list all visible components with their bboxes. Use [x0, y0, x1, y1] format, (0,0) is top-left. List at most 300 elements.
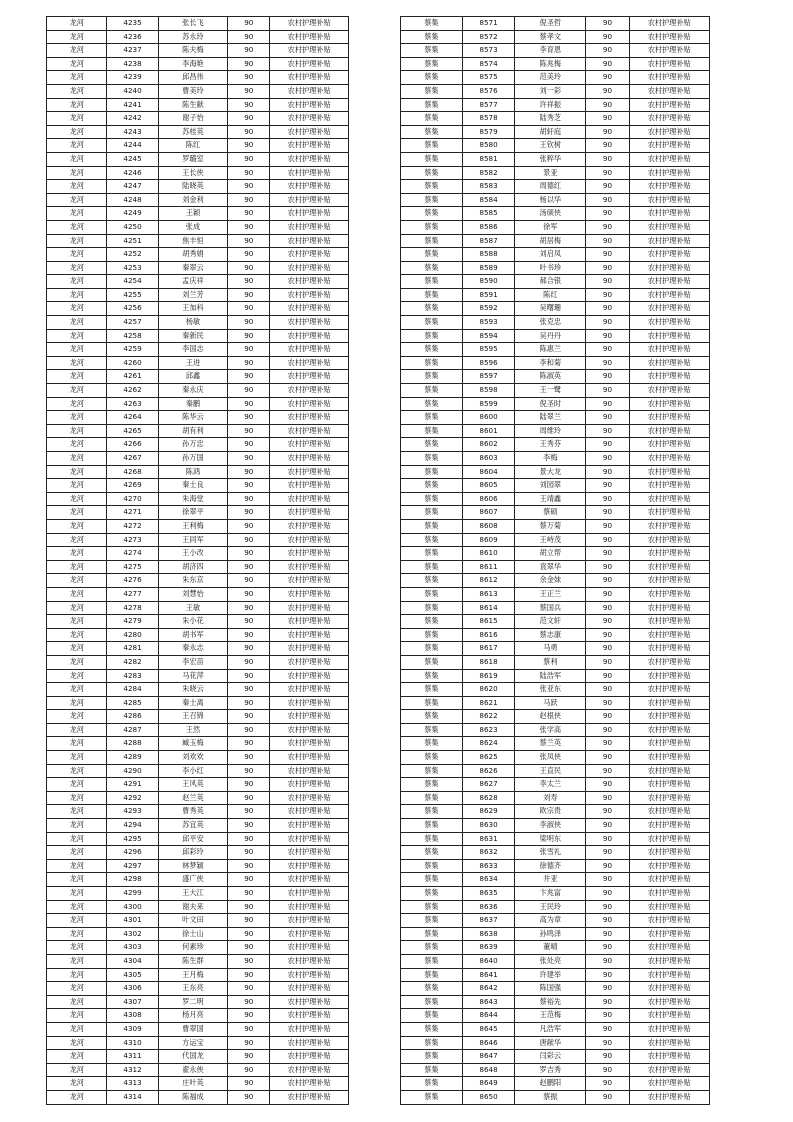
subsidy-type-cell: 农村护理补贴 — [629, 914, 709, 928]
name-cell: 王东亮 — [158, 982, 227, 996]
table-row — [401, 778, 710, 792]
table-row — [401, 1022, 710, 1036]
amount-cell: 90 — [586, 805, 629, 819]
subsidy-type-cell: 农村护理补贴 — [629, 261, 709, 275]
record-number-cell: 4313 — [107, 1077, 158, 1091]
name-cell: 陆秀芝 — [515, 112, 586, 126]
town-cell: 蔡集 — [401, 587, 463, 601]
table-row — [47, 220, 349, 234]
record-number-cell: 8602 — [462, 438, 515, 452]
name-cell: 叶书珍 — [515, 261, 586, 275]
record-number-cell: 4288 — [107, 737, 158, 751]
amount-cell: 90 — [586, 764, 629, 778]
table-row — [401, 248, 710, 262]
table-row — [47, 193, 349, 207]
record-number-cell: 4277 — [107, 587, 158, 601]
subsidy-type-cell: 农村护理补贴 — [270, 30, 349, 44]
subsidy-type-cell: 农村护理补贴 — [270, 615, 349, 629]
name-cell: 朱东京 — [158, 574, 227, 588]
table-row — [47, 288, 349, 302]
town-cell: 蔡集 — [401, 112, 463, 126]
table-row — [47, 887, 349, 901]
town-cell: 蔡集 — [401, 533, 463, 547]
record-number-cell: 4310 — [107, 1036, 158, 1050]
name-cell: 胡立帮 — [515, 547, 586, 561]
table-row — [401, 791, 710, 805]
subsidy-type-cell: 农村护理补贴 — [629, 1090, 709, 1104]
record-number-cell: 8587 — [462, 234, 515, 248]
amount-cell: 90 — [228, 887, 270, 901]
amount-cell: 90 — [586, 723, 629, 737]
amount-cell: 90 — [586, 248, 629, 262]
table-row — [401, 519, 710, 533]
amount-cell: 90 — [586, 71, 629, 85]
name-cell: 赵根侠 — [515, 710, 586, 724]
table-row — [47, 560, 349, 574]
name-cell: 朱晓云 — [158, 683, 227, 697]
name-cell: 刘园翠 — [515, 479, 586, 493]
subsidy-type-cell: 农村护理补贴 — [629, 30, 709, 44]
name-cell: 陈淑英 — [515, 370, 586, 384]
subsidy-type-cell: 农村护理补贴 — [629, 506, 709, 520]
town-cell: 蔡集 — [401, 288, 463, 302]
name-cell: 谢子怡 — [158, 112, 227, 126]
town-cell: 蔡集 — [401, 302, 463, 316]
table-row — [401, 356, 710, 370]
subsidy-type-cell: 农村护理补贴 — [629, 859, 709, 873]
record-number-cell: 8590 — [462, 275, 515, 289]
town-cell: 龙河 — [47, 1009, 107, 1023]
town-cell: 龙河 — [47, 343, 107, 357]
subsidy-type-cell: 农村护理补贴 — [629, 220, 709, 234]
amount-cell: 90 — [228, 207, 270, 221]
town-cell: 龙河 — [47, 655, 107, 669]
record-number-cell: 4280 — [107, 628, 158, 642]
subsidy-type-cell: 农村护理补贴 — [270, 1090, 349, 1104]
record-number-cell: 4305 — [107, 968, 158, 982]
name-cell: 卞兆富 — [515, 887, 586, 901]
town-cell: 蔡集 — [401, 710, 463, 724]
table-row — [401, 995, 710, 1009]
table-row — [401, 615, 710, 629]
name-cell: 曹秀英 — [158, 805, 227, 819]
record-number-cell: 4245 — [107, 152, 158, 166]
subsidy-type-cell: 农村护理补贴 — [270, 1050, 349, 1064]
town-cell: 蔡集 — [401, 805, 463, 819]
record-number-cell: 8630 — [462, 819, 515, 833]
amount-cell: 90 — [228, 873, 270, 887]
record-number-cell: 4292 — [107, 791, 158, 805]
record-number-cell: 4256 — [107, 302, 158, 316]
subsidy-type-cell: 农村护理补贴 — [270, 166, 349, 180]
subsidy-type-cell: 农村护理补贴 — [270, 669, 349, 683]
town-cell: 龙河 — [47, 764, 107, 778]
name-cell: 邱平安 — [158, 832, 227, 846]
name-cell: 盛广侠 — [158, 873, 227, 887]
table-row — [401, 452, 710, 466]
amount-cell: 90 — [228, 737, 270, 751]
amount-cell: 90 — [228, 180, 270, 194]
subsidy-type-cell: 农村护理补贴 — [270, 275, 349, 289]
amount-cell: 90 — [586, 669, 629, 683]
table-row — [47, 112, 349, 126]
table-row — [401, 683, 710, 697]
record-number-cell: 4262 — [107, 384, 158, 398]
town-cell: 龙河 — [47, 452, 107, 466]
name-cell: 倪圣哲 — [515, 17, 586, 31]
table-row — [47, 764, 349, 778]
town-cell: 龙河 — [47, 424, 107, 438]
amount-cell: 90 — [228, 1009, 270, 1023]
town-cell: 龙河 — [47, 166, 107, 180]
amount-cell: 90 — [228, 316, 270, 330]
name-cell: 陆浩军 — [515, 669, 586, 683]
table-row — [47, 57, 349, 71]
record-number-cell: 8627 — [462, 778, 515, 792]
record-number-cell: 8648 — [462, 1063, 515, 1077]
record-number-cell: 8622 — [462, 710, 515, 724]
subsidy-type-cell: 农村护理补贴 — [629, 574, 709, 588]
record-number-cell: 8647 — [462, 1050, 515, 1064]
amount-cell: 90 — [586, 84, 629, 98]
record-number-cell: 8572 — [462, 30, 515, 44]
subsidy-type-cell: 农村护理补贴 — [629, 683, 709, 697]
record-number-cell: 8599 — [462, 397, 515, 411]
record-number-cell: 4294 — [107, 819, 158, 833]
amount-cell: 90 — [586, 560, 629, 574]
record-number-cell: 8650 — [462, 1090, 515, 1104]
table-row — [47, 655, 349, 669]
amount-cell: 90 — [586, 479, 629, 493]
amount-cell: 90 — [228, 519, 270, 533]
name-cell: 翟永侠 — [158, 1063, 227, 1077]
name-cell: 胡济四 — [158, 560, 227, 574]
record-number-cell: 8576 — [462, 84, 515, 98]
amount-cell: 90 — [228, 152, 270, 166]
town-cell: 蔡集 — [401, 207, 463, 221]
town-cell: 龙河 — [47, 737, 107, 751]
table-row — [401, 207, 710, 221]
name-cell: 孟庆祥 — [158, 275, 227, 289]
name-cell: 张处亮 — [515, 954, 586, 968]
name-cell: 曹翠国 — [158, 1022, 227, 1036]
amount-cell: 90 — [228, 601, 270, 615]
record-number-cell: 4272 — [107, 519, 158, 533]
name-cell: 王敏 — [158, 601, 227, 615]
subsidy-type-cell: 农村护理补贴 — [629, 873, 709, 887]
subsidy-type-cell: 农村护理补贴 — [270, 57, 349, 71]
amount-cell: 90 — [228, 995, 270, 1009]
amount-cell: 90 — [586, 601, 629, 615]
subsidy-type-cell: 农村护理补贴 — [270, 982, 349, 996]
record-number-cell: 4260 — [107, 356, 158, 370]
table-row — [47, 778, 349, 792]
subsidy-type-cell: 农村护理补贴 — [629, 424, 709, 438]
name-cell: 王范梅 — [515, 1009, 586, 1023]
amount-cell: 90 — [586, 519, 629, 533]
subsidy-type-cell: 农村护理补贴 — [270, 519, 349, 533]
town-cell: 龙河 — [47, 683, 107, 697]
subsidy-type-cell: 农村护理补贴 — [270, 1036, 349, 1050]
amount-cell: 90 — [586, 452, 629, 466]
town-cell: 蔡集 — [401, 125, 463, 139]
subsidy-type-cell: 农村护理补贴 — [270, 914, 349, 928]
table-row — [47, 180, 349, 194]
record-number-cell: 4285 — [107, 696, 158, 710]
subsidy-type-cell: 农村护理补贴 — [270, 533, 349, 547]
name-cell: 陈生群 — [158, 954, 227, 968]
name-cell: 凡浩军 — [515, 1022, 586, 1036]
name-cell: 汤硕侠 — [515, 207, 586, 221]
subsidy-type-cell: 农村护理补贴 — [629, 900, 709, 914]
record-number-cell: 8577 — [462, 98, 515, 112]
amount-cell: 90 — [228, 1022, 270, 1036]
table-row — [47, 900, 349, 914]
roster-table-right-body — [401, 17, 710, 1105]
amount-cell: 90 — [228, 927, 270, 941]
town-cell: 龙河 — [47, 370, 107, 384]
town-cell: 龙河 — [47, 384, 107, 398]
subsidy-type-cell: 农村护理补贴 — [629, 193, 709, 207]
subsidy-type-cell: 农村护理补贴 — [629, 615, 709, 629]
amount-cell: 90 — [586, 288, 629, 302]
name-cell: 胡轩庭 — [515, 125, 586, 139]
town-cell: 龙河 — [47, 220, 107, 234]
name-cell: 苏桂英 — [158, 125, 227, 139]
table-row — [401, 941, 710, 955]
table-row — [401, 465, 710, 479]
name-cell: 马勇 — [515, 642, 586, 656]
amount-cell: 90 — [586, 927, 629, 941]
subsidy-type-cell: 农村护理补贴 — [629, 302, 709, 316]
name-cell: 陈福成 — [158, 1090, 227, 1104]
record-number-cell: 8626 — [462, 764, 515, 778]
record-number-cell: 4240 — [107, 84, 158, 98]
town-cell: 龙河 — [47, 696, 107, 710]
table-row — [401, 329, 710, 343]
name-cell: 杨以华 — [515, 193, 586, 207]
record-number-cell: 8584 — [462, 193, 515, 207]
amount-cell: 90 — [228, 751, 270, 765]
subsidy-type-cell: 农村护理补贴 — [270, 17, 349, 31]
name-cell: 赵鹏阳 — [515, 1077, 586, 1091]
amount-cell: 90 — [228, 900, 270, 914]
subsidy-type-cell: 农村护理补贴 — [270, 248, 349, 262]
record-number-cell: 4286 — [107, 710, 158, 724]
record-number-cell: 8639 — [462, 941, 515, 955]
name-cell: 方运宝 — [158, 1036, 227, 1050]
table-row — [401, 316, 710, 330]
town-cell: 蔡集 — [401, 560, 463, 574]
amount-cell: 90 — [228, 710, 270, 724]
record-number-cell: 4263 — [107, 397, 158, 411]
amount-cell: 90 — [586, 547, 629, 561]
amount-cell: 90 — [586, 1009, 629, 1023]
amount-cell: 90 — [586, 411, 629, 425]
record-number-cell: 8633 — [462, 859, 515, 873]
town-cell: 龙河 — [47, 982, 107, 996]
town-cell: 龙河 — [47, 791, 107, 805]
name-cell: 苏宜英 — [158, 819, 227, 833]
record-number-cell: 4266 — [107, 438, 158, 452]
town-cell: 龙河 — [47, 669, 107, 683]
table-row — [47, 683, 349, 697]
town-cell: 蔡集 — [401, 275, 463, 289]
name-cell: 陈惠兰 — [515, 343, 586, 357]
amount-cell: 90 — [228, 696, 270, 710]
table-row — [401, 832, 710, 846]
table-row — [47, 547, 349, 561]
amount-cell: 90 — [586, 44, 629, 58]
subsidy-type-cell: 农村护理补贴 — [629, 411, 709, 425]
amount-cell: 90 — [228, 17, 270, 31]
amount-cell: 90 — [228, 112, 270, 126]
amount-cell: 90 — [586, 125, 629, 139]
record-number-cell: 4275 — [107, 560, 158, 574]
name-cell: 王风英 — [158, 778, 227, 792]
town-cell: 蔡集 — [401, 669, 463, 683]
amount-cell: 90 — [228, 819, 270, 833]
town-cell: 蔡集 — [401, 655, 463, 669]
amount-cell: 90 — [586, 628, 629, 642]
table-row — [47, 1022, 349, 1036]
town-cell: 龙河 — [47, 778, 107, 792]
amount-cell: 90 — [586, 193, 629, 207]
subsidy-type-cell: 农村护理补贴 — [629, 710, 709, 724]
record-number-cell: 4253 — [107, 261, 158, 275]
subsidy-type-cell: 农村护理补贴 — [270, 859, 349, 873]
subsidy-type-cell: 农村护理补贴 — [629, 438, 709, 452]
subsidy-type-cell: 农村护理补贴 — [270, 465, 349, 479]
amount-cell: 90 — [586, 370, 629, 384]
name-cell: 王然 — [158, 723, 227, 737]
town-cell: 蔡集 — [401, 506, 463, 520]
name-cell: 陆翠兰 — [515, 411, 586, 425]
name-cell: 叶文田 — [158, 914, 227, 928]
subsidy-type-cell: 农村护理补贴 — [629, 846, 709, 860]
name-cell: 朱小花 — [158, 615, 227, 629]
name-cell: 杨敏 — [158, 316, 227, 330]
amount-cell: 90 — [586, 356, 629, 370]
record-number-cell: 8586 — [462, 220, 515, 234]
record-number-cell: 8595 — [462, 343, 515, 357]
table-row — [47, 846, 349, 860]
record-number-cell: 4293 — [107, 805, 158, 819]
town-cell: 蔡集 — [401, 574, 463, 588]
record-number-cell: 4291 — [107, 778, 158, 792]
name-cell: 谢夫来 — [158, 900, 227, 914]
table-row — [47, 452, 349, 466]
town-cell: 蔡集 — [401, 846, 463, 860]
table-row — [47, 316, 349, 330]
record-number-cell: 8598 — [462, 384, 515, 398]
town-cell: 蔡集 — [401, 873, 463, 887]
name-cell: 秦翠云 — [158, 261, 227, 275]
subsidy-type-cell: 农村护理补贴 — [629, 601, 709, 615]
roster-table-left — [46, 16, 349, 1105]
name-cell: 焦丰恒 — [158, 234, 227, 248]
town-cell: 龙河 — [47, 275, 107, 289]
roster-table-right — [400, 16, 710, 1105]
table-row — [47, 343, 349, 357]
table-row — [47, 696, 349, 710]
amount-cell: 90 — [586, 302, 629, 316]
name-cell: 郝合银 — [515, 275, 586, 289]
name-cell: 王长侠 — [158, 166, 227, 180]
amount-cell: 90 — [586, 261, 629, 275]
name-cell: 王钦树 — [515, 139, 586, 153]
town-cell: 龙河 — [47, 30, 107, 44]
town-cell: 蔡集 — [401, 329, 463, 343]
record-number-cell: 4284 — [107, 683, 158, 697]
subsidy-type-cell: 农村护理补贴 — [629, 71, 709, 85]
name-cell: 林梦颖 — [158, 859, 227, 873]
table-row — [401, 574, 710, 588]
table-row — [47, 615, 349, 629]
subsidy-type-cell: 农村护理补贴 — [270, 438, 349, 452]
record-number-cell: 4241 — [107, 98, 158, 112]
table-row — [401, 139, 710, 153]
record-number-cell: 8578 — [462, 112, 515, 126]
table-row — [47, 533, 349, 547]
subsidy-type-cell: 农村护理补贴 — [270, 927, 349, 941]
record-number-cell: 4236 — [107, 30, 158, 44]
table-row — [47, 723, 349, 737]
town-cell: 蔡集 — [401, 44, 463, 58]
record-number-cell: 4309 — [107, 1022, 158, 1036]
name-cell: 王利梅 — [158, 519, 227, 533]
record-number-cell: 8618 — [462, 655, 515, 669]
record-number-cell: 4302 — [107, 927, 158, 941]
name-cell: 陈国强 — [515, 982, 586, 996]
name-cell: 许祥振 — [515, 98, 586, 112]
town-cell: 蔡集 — [401, 832, 463, 846]
subsidy-type-cell: 农村护理补贴 — [629, 1036, 709, 1050]
subsidy-type-cell: 农村护理补贴 — [629, 44, 709, 58]
amount-cell: 90 — [586, 1090, 629, 1104]
subsidy-type-cell: 农村护理补贴 — [629, 819, 709, 833]
name-cell: 罗璐室 — [158, 152, 227, 166]
amount-cell: 90 — [586, 615, 629, 629]
table-row — [47, 519, 349, 533]
table-row — [47, 302, 349, 316]
name-cell: 蔡志康 — [515, 628, 586, 642]
town-cell: 蔡集 — [401, 397, 463, 411]
name-cell: 杨月亮 — [158, 1009, 227, 1023]
table-row — [401, 57, 710, 71]
amount-cell: 90 — [586, 778, 629, 792]
subsidy-type-cell: 农村护理补贴 — [629, 384, 709, 398]
record-number-cell: 8638 — [462, 927, 515, 941]
table-row — [401, 710, 710, 724]
name-cell: 梁明东 — [515, 832, 586, 846]
subsidy-type-cell: 农村护理补贴 — [270, 152, 349, 166]
amount-cell: 90 — [586, 710, 629, 724]
subsidy-type-cell: 农村护理补贴 — [629, 492, 709, 506]
amount-cell: 90 — [586, 17, 629, 31]
record-number-cell: 8649 — [462, 1077, 515, 1091]
amount-cell: 90 — [228, 479, 270, 493]
name-cell: 景亚 — [515, 166, 586, 180]
amount-cell: 90 — [586, 316, 629, 330]
amount-cell: 90 — [586, 1050, 629, 1064]
name-cell: 秦士离 — [158, 696, 227, 710]
amount-cell: 90 — [228, 791, 270, 805]
table-row — [401, 1090, 710, 1104]
amount-cell: 90 — [586, 737, 629, 751]
table-row — [401, 642, 710, 656]
subsidy-type-cell: 农村护理补贴 — [270, 1077, 349, 1091]
